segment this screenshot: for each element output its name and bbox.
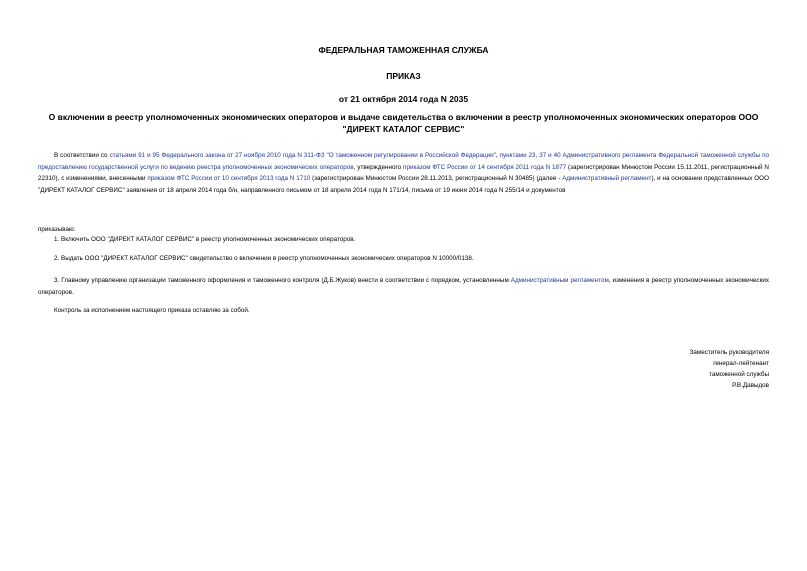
order-item-3-text-b: , изменения в реестр уполномоченных экономических операторов. <box>38 277 769 296</box>
admin-regulation-link-2[interactable]: Административным регламентом <box>510 277 609 284</box>
preamble-text-5: (зарегистрирован Минюстом России 28.11.2013, регистрационный N 30485) (далее - <box>310 175 563 182</box>
signer-rank: генерал-лейтенант <box>713 360 769 367</box>
document-title: О включении в реестр уполномоченных экономических операторов и выдаче свидетельства о включении в реестр уполномоченных экономических операторов ООО "ДИРЕКТ КАТАЛОГ СЕРВИС" <box>48 112 759 134</box>
document-date-number: от 21 октября 2014 года N 2035 <box>338 94 469 104</box>
preamble-paragraph <box>38 150 769 196</box>
signer-name: Р.В.Давыдов <box>732 382 769 389</box>
order-item-3 <box>38 275 769 298</box>
issuing-authority: ФЕДЕРАЛЬНАЯ ТАМОЖЕННАЯ СЛУЖБА <box>318 45 489 55</box>
control-clause: Контроль за исполнением настоящего приказа оставляю за собой. <box>54 307 250 314</box>
preamble-text-4: (зарегистрирован Минюстом России 15.11.2011, регистрационный N 22310), с изменениями, внесенными <box>38 163 769 182</box>
signature-block <box>569 347 769 391</box>
preamble-text-3: , утвержденного <box>353 163 404 171</box>
regulation-items-link[interactable]: пунктами 23, 37 и 40 Административного регламента Федеральной таможенной службы по предоставлению государственной услуги по ведению реестра уполномоченных экономических операторов <box>38 152 770 171</box>
preamble-text-1: В соответствии со <box>54 152 110 159</box>
order-item-3-text-a: 3. Главному управлению организации таможенного оформления и таможенного контроля (Д.Б.Жуков) внести в соответствии с порядком, установленным <box>54 277 511 284</box>
preamble-text-2: , <box>495 152 500 159</box>
order-item-2: 2. Выдать ООО "ДИРЕКТ КАТАЛОГ СЕРВИС" свидетельство о включении в реестр уполномоченных экономических операторов N 10000/0138. <box>54 255 474 262</box>
order-item-1: 1. Включить ООО "ДИРЕКТ КАТАЛОГ СЕРВИС" в реестр уполномоченных экономических операторов. <box>54 236 356 243</box>
admin-regulation-link[interactable]: Административный регламент <box>562 175 652 182</box>
document-type: ПРИКАЗ <box>386 71 421 81</box>
signer-service: таможенной службы <box>709 371 769 378</box>
preamble-text-6: ), и на основании представленных ООО "ДИРЕКТ КАТАЛОГ СЕРВИС" заявления от 18 апреля 2014 года б/н, направленного письмом от 18 апреля 2014 года N 171/14, письма от 19 июня 2014 года N 255/14 и документов <box>38 175 769 194</box>
signer-position: Заместитель руководителя <box>689 349 769 356</box>
order-word: приказываю: <box>38 226 76 233</box>
order-1710-link[interactable]: приказом ФТС России от 10 сентября 2013 года N 1710 <box>147 175 311 182</box>
order-1877-link[interactable]: приказом ФТС России от 14 сентября 2011 года N 1877 <box>403 163 567 171</box>
law-articles-link[interactable]: статьями 91 и 95 Федерального закона от 27 ноября 2010 года N 311-ФЗ "О таможенном регулировании в Российской Федерации" <box>109 152 496 159</box>
